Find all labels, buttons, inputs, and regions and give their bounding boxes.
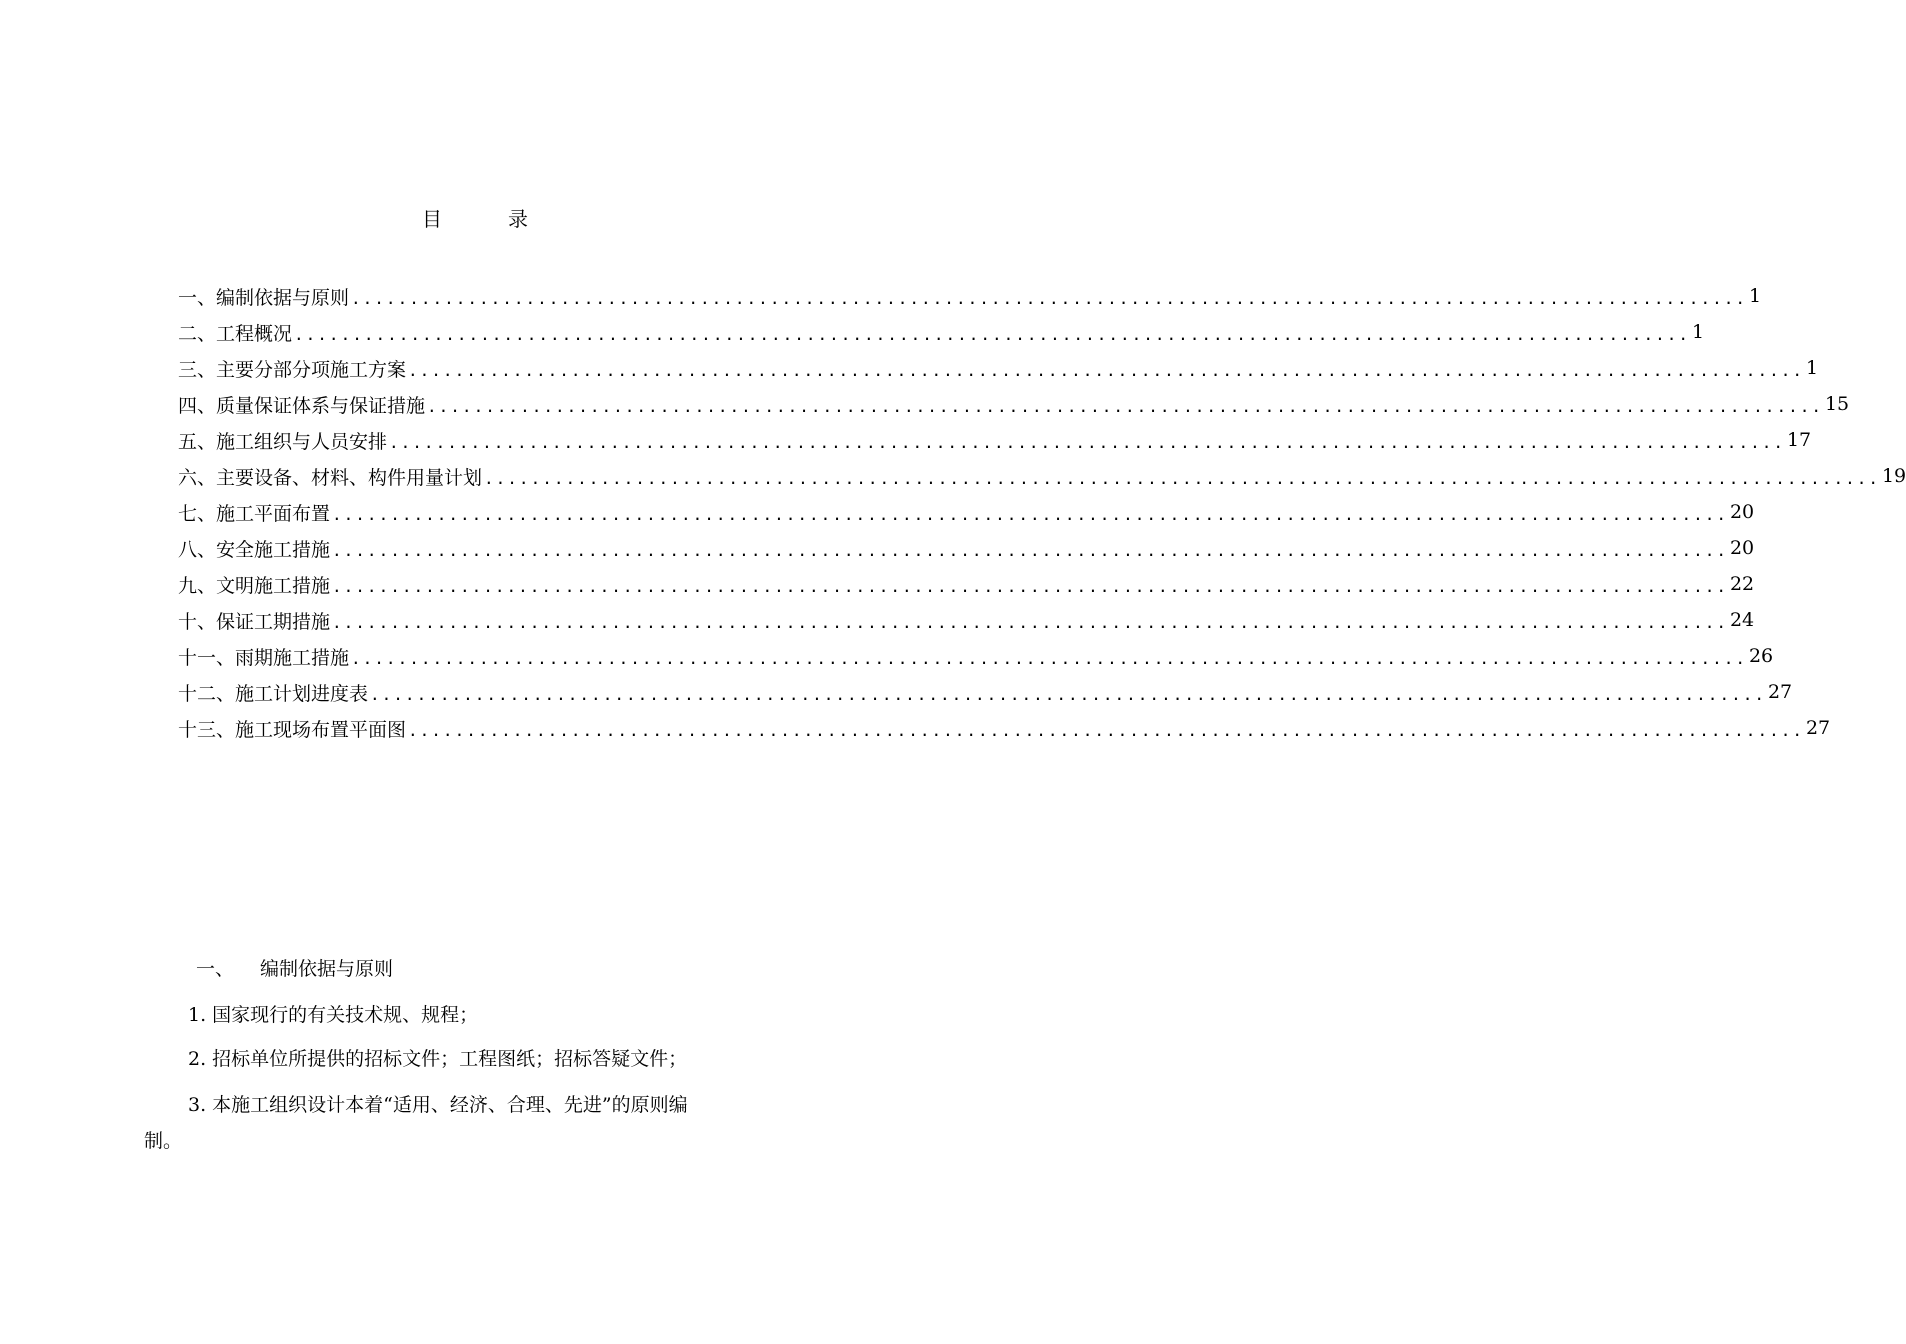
- toc-title: [0, 204, 950, 234]
- toc-entry-number: 一、: [178, 286, 217, 309]
- toc-entry-number: 四、: [178, 394, 217, 417]
- body-item-1: 1. 国家现行的有关技术规、规程；: [188, 1004, 479, 1026]
- toc-entry-number: 十一、: [178, 646, 236, 669]
- toc-entry-page: 22: [1729, 573, 1755, 595]
- toc-title-part1: 目: [422, 207, 442, 231]
- toc-entry[interactable]: [178, 314, 1705, 350]
- toc-entry-number: 九、: [178, 574, 217, 597]
- toc-leader-dots: ........................................................................................................................: [351, 648, 1747, 668]
- toc-entry[interactable]: [178, 422, 1812, 458]
- toc-entry-number: 三、: [178, 358, 217, 381]
- section-number: 一、: [196, 958, 235, 980]
- toc-entry-page: 1: [1691, 321, 1705, 343]
- toc-leader-dots: ........................................................................................................................: [332, 576, 1728, 596]
- toc-entry-page: 20: [1729, 537, 1755, 559]
- toc-entry[interactable]: [178, 494, 1755, 530]
- body-item-3: 3. 本施工组织设计本着“适用、经济、合理、先进”的原则编: [188, 1094, 688, 1116]
- toc-leader-dots: ........................................................................................................................: [370, 684, 1766, 704]
- toc-entry-text: 安全施工措施: [216, 538, 331, 561]
- toc-leader-dots: ........................................................................................................................: [408, 360, 1804, 380]
- table-of-contents: [178, 278, 1906, 746]
- body-item-3-continuation: 制。: [144, 1130, 183, 1152]
- toc-leader-dots: ........................................................................................................................: [408, 720, 1804, 740]
- toc-leader-dots: ........................................................................................................................: [332, 612, 1728, 632]
- toc-entry-page: 20: [1729, 501, 1755, 523]
- toc-leader-dots: ........................................................................................................................: [294, 324, 1690, 344]
- body-item-2: 2. 招标单位所提供的招标文件；工程图纸；招标答疑文件；: [188, 1048, 688, 1070]
- toc-entry-page: 27: [1805, 717, 1831, 739]
- toc-leader-dots: ........................................................................................................................: [427, 396, 1823, 416]
- toc-entry-number: 七、: [178, 502, 217, 525]
- toc-leader-dots: ........................................................................................................................: [484, 468, 1880, 488]
- toc-entry[interactable]: [178, 566, 1755, 602]
- toc-entry[interactable]: [178, 458, 1906, 494]
- toc-leader-dots: ........................................................................................................................: [351, 288, 1747, 308]
- toc-leader-dots: ........................................................................................................................: [332, 540, 1728, 560]
- toc-entry-number: 十三、: [178, 718, 236, 741]
- toc-entry-number: 六、: [178, 466, 217, 489]
- toc-entry[interactable]: [178, 386, 1850, 422]
- toc-entry-text: 施工平面布置: [216, 502, 331, 525]
- toc-entry-text: 质量保证体系与保证措施: [216, 394, 426, 417]
- toc-entry-text: 施工组织与人员安排: [216, 430, 388, 453]
- toc-entry-page: 1: [1805, 357, 1819, 379]
- toc-entry-text: 雨期施工措施: [235, 646, 350, 669]
- toc-leader-dots: ........................................................................................................................: [332, 504, 1728, 524]
- toc-entry-text: 主要设备、材料、构件用量计划: [216, 466, 483, 489]
- toc-entry-text: 施工计划进度表: [235, 682, 369, 705]
- toc-entry-text: 文明施工措施: [216, 574, 331, 597]
- toc-entry-page: 1: [1748, 285, 1762, 307]
- toc-entry[interactable]: [178, 530, 1755, 566]
- toc-entry-number: 十、: [178, 610, 217, 633]
- toc-entry-text: 编制依据与原则: [216, 286, 350, 309]
- section-title: 编制依据与原则: [260, 958, 394, 980]
- toc-entry-page: 17: [1786, 429, 1812, 451]
- toc-entry-page: 27: [1767, 681, 1793, 703]
- toc-entry-number: 十二、: [178, 682, 236, 705]
- toc-entry[interactable]: [178, 350, 1819, 386]
- toc-entry-text: 保证工期措施: [216, 610, 331, 633]
- toc-entry-text: 工程概况: [216, 322, 293, 345]
- toc-entry[interactable]: [178, 674, 1793, 710]
- toc-entry[interactable]: [178, 710, 1831, 746]
- toc-leader-dots: ........................................................................................................................: [389, 432, 1785, 452]
- toc-entry-number: 五、: [178, 430, 217, 453]
- toc-entry-page: 15: [1824, 393, 1850, 415]
- toc-entry-page: 19: [1881, 465, 1906, 487]
- toc-entry-page: 26: [1748, 645, 1774, 667]
- toc-title-part2: 录: [508, 207, 528, 231]
- section-heading: [196, 954, 393, 984]
- toc-entry-number: 二、: [178, 322, 217, 345]
- toc-entry-text: 主要分部分项施工方案: [216, 358, 407, 381]
- toc-entry-text: 施工现场布置平面图: [235, 718, 407, 741]
- toc-entry[interactable]: [178, 278, 1762, 314]
- toc-entry[interactable]: [178, 602, 1755, 638]
- toc-entry-page: 24: [1729, 609, 1755, 631]
- toc-entry[interactable]: [178, 638, 1774, 674]
- toc-entry-number: 八、: [178, 538, 217, 561]
